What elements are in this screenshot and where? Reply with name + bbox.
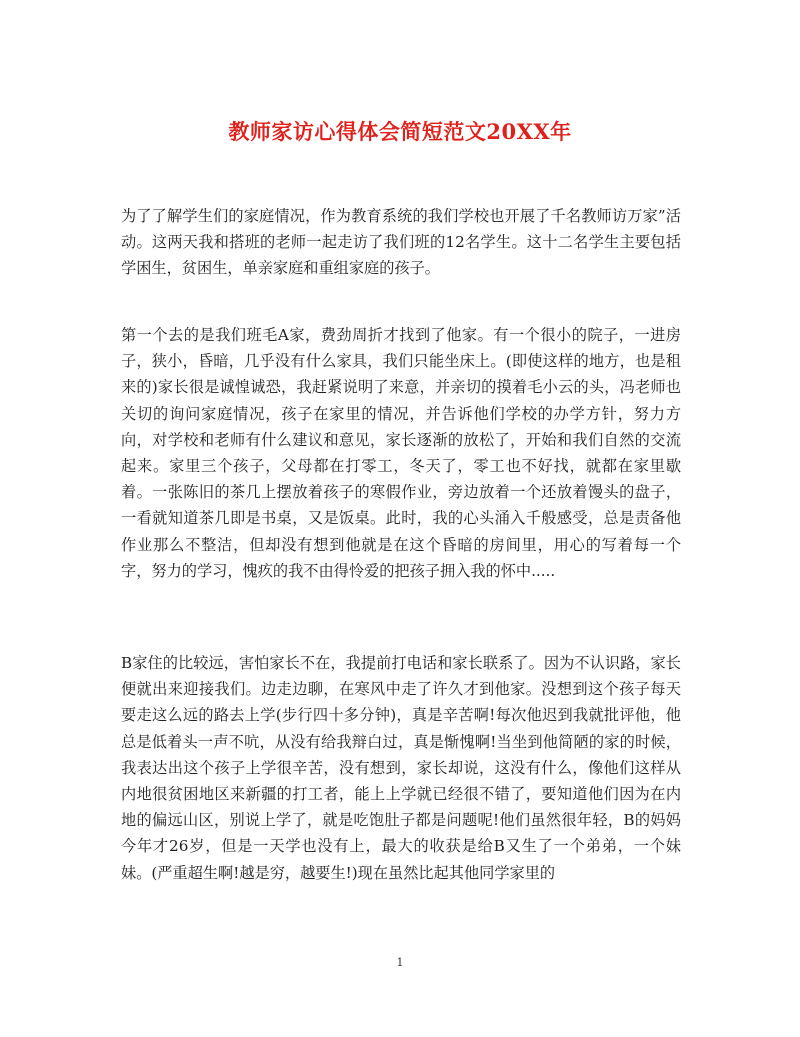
page-number: 1	[396, 956, 404, 969]
paragraph-first-visit: 第一个去的是我们班毛A家，费劲周折才找到了他家。有一个很小的院子，一进房子，狭小，昏暗，几乎没有什么家具，我们只能坐床上。(即使这样的地方，也是租来的)家长很是诚惶诚恐，我赶紧说明了来意，并亲切的摸着毛小云的头，冯老师也关切的询问家庭情况，孩子在家里的情况，并告诉他们学校的办学方针，努力方向，对学校和老师有什么建议和意见，家长逐渐的放松了，开始和我们自然的交流起来。家里三个孩子，父母都在打零工，冬天了，零工也不好找，就都在家里歇着。一张陈旧的茶几上摆放着孩子的寒假作业，旁边放着一个还放着馒头的盘子，一看就知道茶几即是书桌，又是饭桌。此时，我的心头涌入千般感受，总是责备他作业那么不整洁，但却没有想到他就是在这个昏暗的房间里，用心的写着每一个字，努力的学习，愧疚的我不由得怜爱的把孩子拥入我的怀中.....	[121, 326, 681, 580]
paragraph-b-family-visit: B家住的比较远，害怕家长不在，我提前打电话和家长联系了。因为不认识路，家长便就出来迎接我们。边走边聊，在寒风中走了许久才到他家。没想到这个孩子每天要走这么远的路去上学(步行四十多分钟)，真是辛苦啊!每次他迟到我就批评他，他总是低着头一声不吭，从没有给我辩白过，真是惭愧啊!当坐到他简陋的家的时候，我表达出这个孩子上学很辛苦，没有想到，家长却说，这没有什么，像他们这样从内地很贫困地区来新疆的打工者，能上上学就已经很不错了，要知道他们因为在内地的偏远山区，别说上学了，就是吃饱肚子都是问题呢!他们虽然很年轻，B的妈妈今年才26岁，但是一天学也没有上，最大的收获是给B又生了一个弟弟，一个妹妹。(严重超生啊!越是穷，越要生!)现在虽然比起其他同学家里的	[121, 654, 681, 882]
document-title: 教师家访心得体会简短范文20XX年	[228, 119, 572, 145]
paragraph-intro: 为了了解学生们的家庭情况，作为教育系统的我们学校也开展了千名教师访万家”活动。这两天我和搭班的老师一起走访了我们班的12名学生。这十二名学生主要包括学困生，贫困生，单亲家庭和重组家庭的孩子。	[121, 207, 681, 278]
